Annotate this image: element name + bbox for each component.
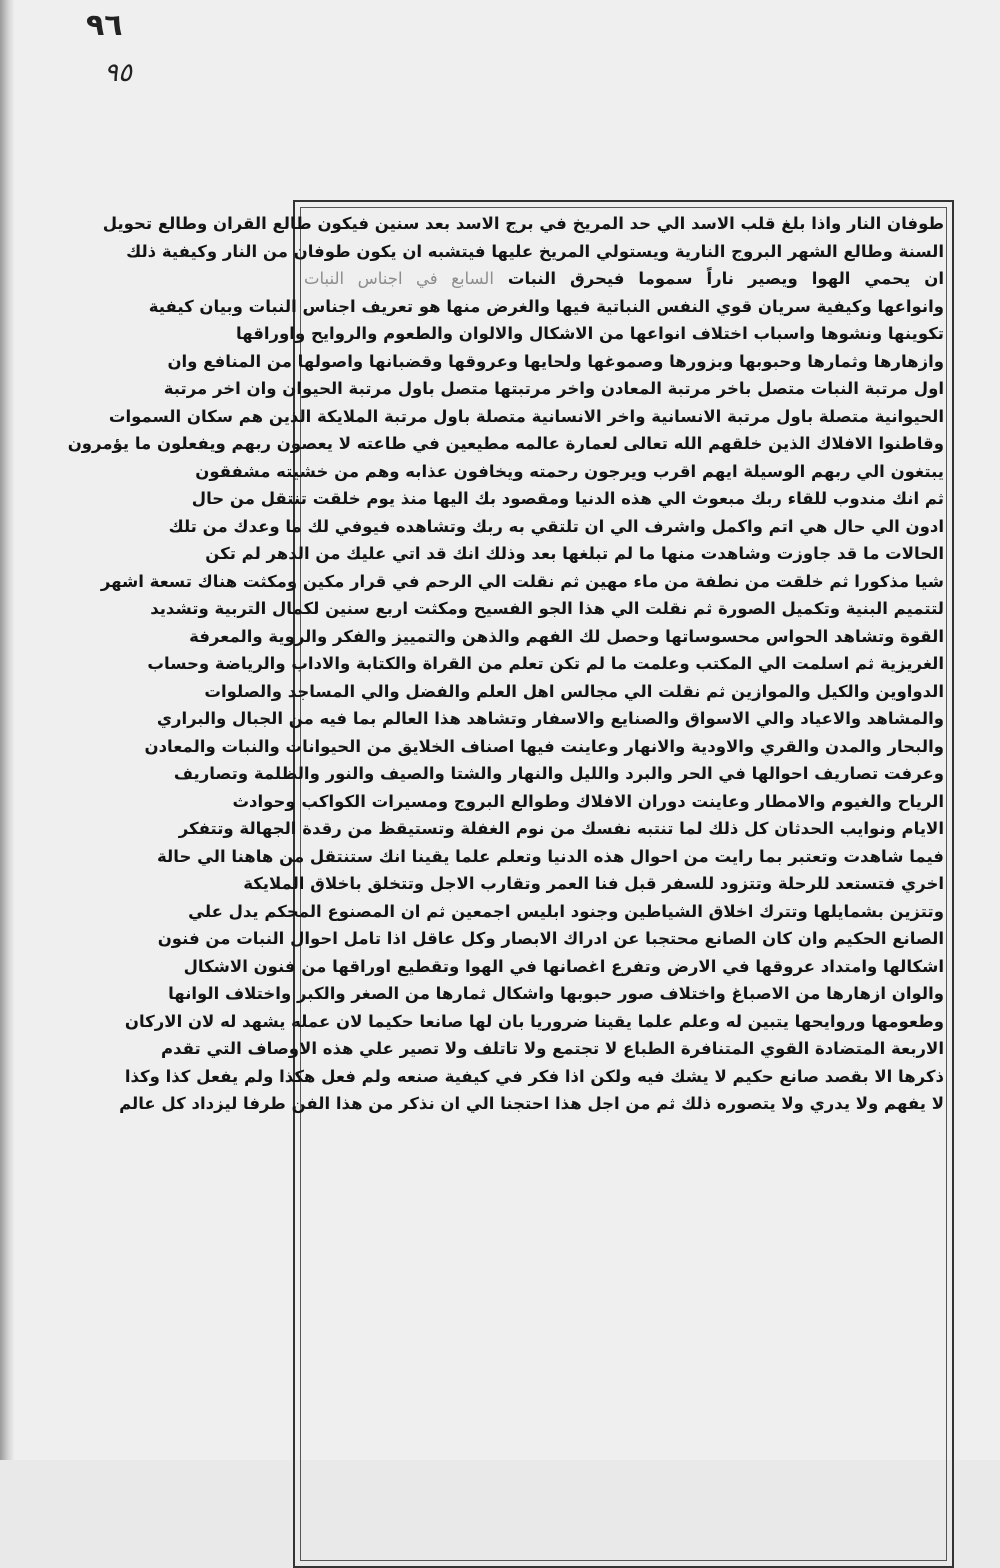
text-line-content: شيا مذكورا ثم خلقت من نطفة من ماء مهين ثم نقلت الي الرحم في قرار مكين ومكثت هناك تسعة اشهر [100,571,944,591]
text-line-content: ذكرها الا بقصد صانع حكيم لا يشك فيه ولكن اذا فكر في كيفية صنعه ولم فعل هكذا ولم يفعل كذا وكذا [124,1066,944,1086]
text-line [124,1008,944,1036]
text-line-content: وتتزين بشمايلها وتترك اخلاق الشياطين وجنود ابليس اجمعين ثم ان المصنوع المحكم يدل علي [188,901,944,921]
text-line-content: الاربعة المتضادة القوي المتنافرة الطباع لا تجتمع ولا تاتلف ولا تصير علي هذه الاوصاف التي تقدم [161,1039,944,1058]
text-line-content: اشكالها وامتداد عروقها في الارض وتفرع اغصانها في الهوا وتقطيع اوراقها من فنون الاشكال [183,956,944,976]
folio-number-secondary: ٩٥ [104,58,132,88]
text-line [161,1035,944,1063]
text-line [108,403,944,431]
text-line [189,623,944,651]
text-line-content: الصانع الحكيم وان كان الصانع محتجبا عن ادراك الابصار وكل عاقل اذا تامل احوال النبات من فنون [157,929,944,948]
text-line-content: الغريزية ثم اسلمت الي المكتب وعلمت ما لم تكن تعلم من القراة والكتابة والاداب والرياضة وحساب [147,654,944,673]
text-line-content: لا يفهم ولا يدري ولا يتصوره ذلك ثم من اجل هذا احتجنا الي ان نذكر من هذا الفن طرفا ليزداد كل عالم [119,1094,944,1113]
text-line [119,1090,944,1118]
text-line [191,485,944,513]
text-line-content: الحيوانية متصلة باول مرتبة الانسانية واخر الانسانية متصلة باول مرتبة الملايكة الذين هم سكان السموات [108,406,944,426]
text-line-content: اخري فتستعد للرحلة وتتزود للسفر قبل فنا العمر وتقارب الاجل وتتخلق باخلاق الملايكة [243,874,944,893]
text-line [183,953,944,981]
text-line-content: القوة وتشاهد الحواس محسوساتها وحصل لك الفهم والذهن والتمييز والفكر والروية والمعرفة [189,626,944,646]
text-line [188,898,944,926]
text-line [144,733,944,761]
text-line [157,925,944,953]
text-line-content: فيما شاهدت وتعتبر بما رايت من احوال هذه الدنيا وتعلم علما يقينا انك ستنتقل من هاهنا الي حالة [157,846,944,866]
text-line-content: لتتميم البنية وتكميل الصورة ثم نقلت الي هذا الجو الفسيح ومكثت اربع سنين لكمال التربية وتشديد [150,599,944,618]
text-line [102,210,944,238]
text-line [100,568,944,596]
text-line-content: ادون الي حال هي اتم واكمل واشرف الي ان تلتقي به ربك وتشاهده فيوفي لك ما وعدك من تلك [168,516,944,536]
text-line-content: طوفان النار واذا بلغ قلب الاسد الي حد المريخ في برج الاسد بعد سنين فيكون طالع القران وطالع تحويل [102,214,944,233]
text-line [67,430,944,458]
text-line-content: والمشاهد والاعياد والي الاسواق والصنايع والاسفار وتشاهد هذا العالم بما فيه من الجبال والبراري [156,709,944,728]
section-heading: السابع في اجناس النبات [304,269,494,288]
text-line [157,843,944,871]
text-line-content: الايام ونوايب الحدثان كل ذلك لما تنتبه نفسك من نوم الغفلة وتستيقظ من رقدة الجهالة وتتفكر [178,819,944,838]
text-line-content: يبتغون الي ربهم الوسيلة ايهم اقرب ويرجون رحمته ويخافون عذابه وهم من خشيته مشفقون [195,461,944,481]
text-line [243,870,944,898]
text-line [178,815,944,843]
text-line-content: الرياح والغيوم والامطار وعاينت دوران الافلاك وطوالع البروج ومسيرات الكواكب وحوادث [232,791,944,811]
folio-number: ٩٦ [86,8,123,43]
text-line [236,320,944,348]
text-line [124,1063,944,1091]
text-line-content: ثم انك مندوب للقاء ربك مبعوث الي هذه الدنيا ومقصود بك اليها منذ يوم خلقت تنتقل من حال [191,489,944,508]
text-line [126,238,944,266]
text-line-content: الحالات ما قد جاوزت وشاهدت منها ما لم تبلغها بعد وذلك انك قد اتي عليك من الدهر لم تكن [205,544,944,563]
text-line [168,513,944,541]
text-line-content: وانواعها وكيفية سريان قوي النفس النباتية فيها والغرض منها هو تعريف اجناس النبات وبيان كيفية [148,296,944,316]
text-line-content: تكوينها ونشوها واسباب اختلاف انواعها من الاشكال والالوان والطعوم والروايح واوراقها [236,324,944,343]
text-line [168,980,944,1008]
text-line [163,375,944,403]
text-line [156,705,944,733]
text-line [204,678,944,706]
text-line-content: وازهارها وثمارها وحبوبها وبزورها وصموغها ولحايها وعروقها وقضبانها واصولها من المنافع وان [167,351,944,371]
text-line-content: والوان ازهارها من الاصباغ واختلاف صور حبوبها واشكال ثمارها من الصغر والكبر واختلاف الوانها [168,984,944,1003]
text-line [167,348,944,376]
text-line [147,650,944,678]
manuscript-text [67,210,944,1118]
text-line [173,760,944,788]
text-line [150,595,944,623]
text-line-content: الدواوين والكيل والموازين ثم نقلت الي مجالس اهل العلم والفضل والي المساجد والصلوات [204,681,944,701]
text-line-content: والبحار والمدن والقري والاودية والانهار وعاينت فيها اصناف الخلايق من الحيوانات والنبات والمعادن [144,736,944,756]
text-line [195,458,944,486]
text-line [148,293,944,321]
text-line [205,540,944,568]
text-line [232,788,944,816]
text-line [304,265,944,293]
text-line-content: وعرفت تصاريف احوالها في الحر والبرد والليل والنهار والشتا والصيف والنور والظلمة وتصاريف [173,764,944,783]
text-line-content: السنة وطالع الشهر البروج النارية ويستولي المريخ عليها فيتشبه ان يكون طوفان من النار وكيفية ذلك [126,241,944,261]
text-line-content: اول مرتبة النبات متصل باخر مرتبة المعادن واخر مرتبتها متصل باول مرتبة الحيوان وان اخر مرتبة [163,379,944,398]
text-line-content: ان يحمي الهوا ويصير ناراً سموما فيحرق النبات [507,269,944,288]
binding-edge [0,0,14,1460]
text-line-content: وطعومها وروايحها يتبين له وعلم علما يقينا ضروريا بان لها صانعا حكيما لان عمله يشهد له لان الاركان [124,1011,944,1031]
text-line-content: وقاطنوا الافلاك الذين خلقهم الله تعالى لعمارة عالمه مطيعين في طاعته لا يعصون ربهم ويفعلون ما يؤمرون [67,434,944,453]
